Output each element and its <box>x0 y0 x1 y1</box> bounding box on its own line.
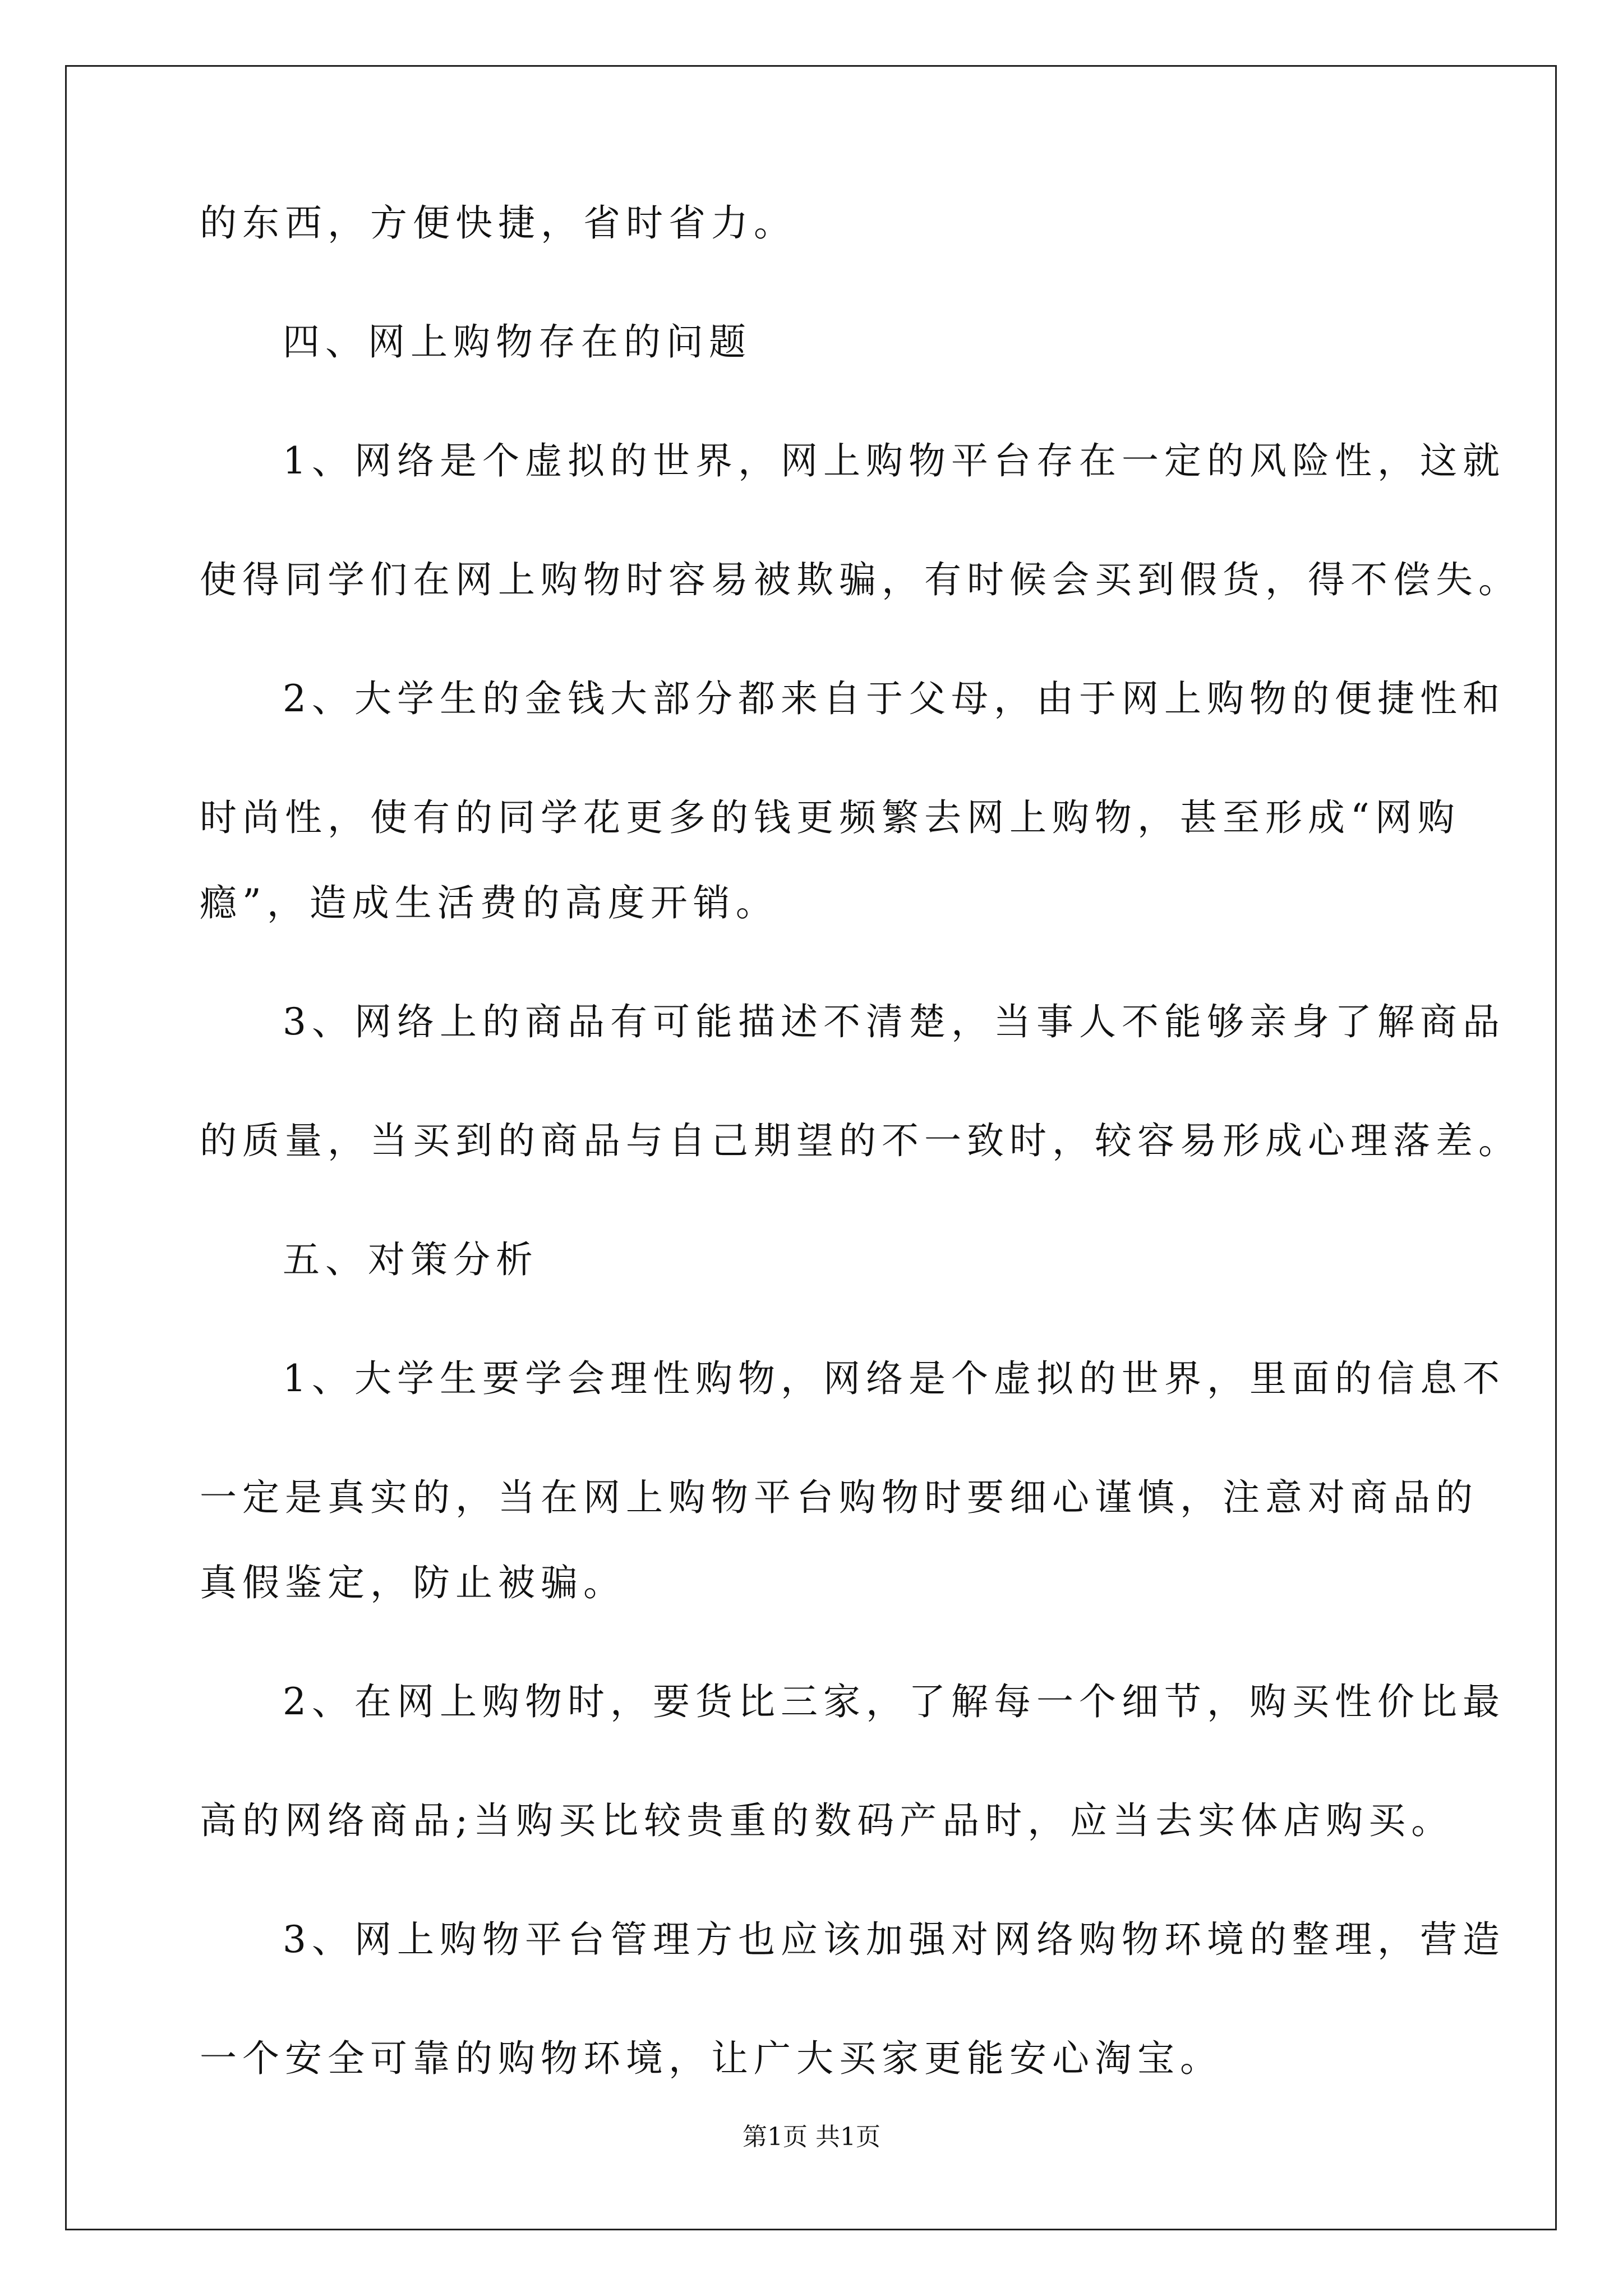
section-heading: 四、网上购物存在的问题 <box>283 320 751 364</box>
text-line: 的东西，方便快捷，省时省力。 <box>200 201 796 245</box>
text-line: 2、大学生的金钱大部分都来自于父母，由于网上购物的便捷性和 <box>283 677 1505 720</box>
text-line: 瘾”，造成生活费的高度开销。 <box>200 881 778 924</box>
text-line: 3、网络上的商品有可能描述不清楚，当事人不能够亲身了解商品 <box>283 1000 1505 1043</box>
text-line: 一定是真实的，当在网上购物平台购物时要细心谨慎，注意对商品的 <box>200 1476 1478 1519</box>
text-line: 1、网络是个虚拟的世界，网上购物平台存在一定的风险性，这就 <box>283 439 1505 482</box>
text-line: 3、网上购物平台管理方也应该加强对网络购物环境的整理，营造 <box>283 1918 1505 1961</box>
text-line: 时尚性，使有的同学花更多的钱更频繁去网上购物，甚至形成“网购 <box>200 796 1460 839</box>
text-line: 2、在网上购物时，要货比三家，了解每一个细节，购买性价比最 <box>283 1680 1505 1723</box>
text-line: 使得同学们在网上购物时容易被欺骗，有时候会买到假货，得不偿失。 <box>200 558 1521 601</box>
text-line: 高的网络商品;当购买比较贵重的数码产品时，应当去实体店购买。 <box>200 1799 1454 1842</box>
text-line: 1、大学生要学会理性购物，网络是个虚拟的世界，里面的信息不 <box>283 1357 1505 1400</box>
text-line: 真假鉴定，防止被骗。 <box>200 1561 626 1604</box>
text-line: 一个安全可靠的购物环境，让广大买家更能安心淘宝。 <box>200 2037 1223 2080</box>
page-number-footer: 第1页 共1页 <box>743 2123 880 2151</box>
section-heading: 五、对策分析 <box>283 1238 538 1281</box>
text-line: 的质量，当买到的商品与自己期望的不一致时，较容易形成心理落差。 <box>200 1119 1521 1162</box>
